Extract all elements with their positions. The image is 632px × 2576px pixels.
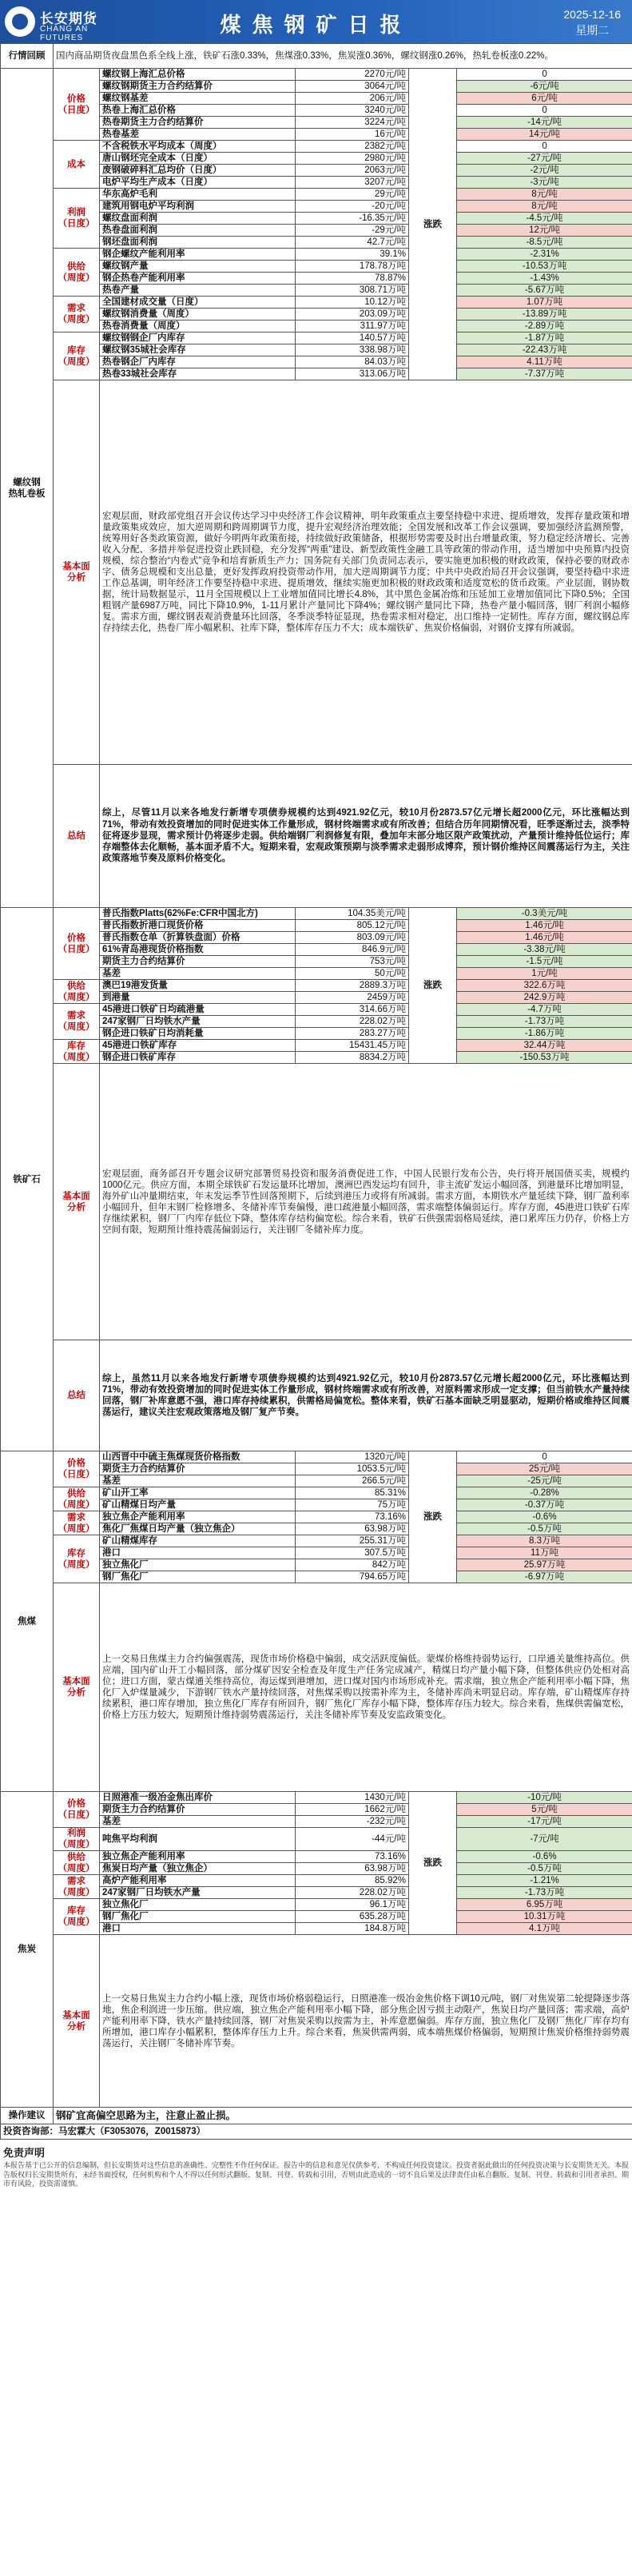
summary-label: 总结: [54, 1340, 100, 1451]
indicator-name: 45港进口铁矿日均疏港量: [100, 1004, 296, 1016]
category-label: 供给 （周度）: [54, 249, 100, 297]
indicator-name: 钢厂焦化厂: [100, 1911, 296, 1923]
indicator-value: 96.1万吨: [296, 1899, 409, 1911]
indicator-row: [1, 1851, 632, 1863]
category-label: 库存 （周度）: [54, 1535, 100, 1583]
indicator-value: 2382元/吨: [296, 141, 409, 153]
indicator-value: 314.66万吨: [296, 1004, 409, 1016]
judge-label: 涨跌: [409, 1451, 457, 1583]
category-label: 库存 （周度）: [54, 1040, 100, 1064]
indicator-change: -0.6%: [457, 1511, 632, 1523]
summary-text: 综上，尽管11月以来各地发行新增专项债券规模约达到4921.92亿元，较10月份2873.57亿元增长超2000亿元，环比涨幅达到71%，带动有效投资增加的同时促进实体工作量形成，钢材终端需求或有所改善；但结合历年同期情况看，旺季逐渐过去，淡季特征将逐步显现，需求预计仍将逐步走弱。供给端钢厂利润修复有限，叠加年末部分地区限产政策扰动，产量预计维持低位运行；库存端整体去化顺畅，基本面矛盾不大。短期来看，宏观政策预期与淡季需求走弱形成博弈，预计钢价维持区间震荡运行为主，关注政策落地节奏及原料价格变化。: [100, 765, 632, 908]
indicator-change: 8元/吨: [457, 189, 632, 201]
indicator-change: -150.53万吨: [457, 1052, 632, 1064]
indicator-change: -25元/吨: [457, 1475, 632, 1487]
category-label: 供给 （周度）: [54, 1851, 100, 1875]
indicator-value: 85.31%: [296, 1487, 409, 1499]
indicator-change: -1.43%: [457, 273, 632, 285]
indicator-value: 16元/吨: [296, 129, 409, 141]
indicator-change: 1.46元/吨: [457, 932, 632, 944]
indicator-change: 25.97万吨: [457, 1559, 632, 1571]
indicator-change: 0: [457, 69, 632, 81]
summary-row: [1, 765, 632, 908]
analysis-row: [1, 380, 632, 765]
indicator-name: 独立焦化厂: [100, 1899, 296, 1911]
indicator-value: 50元/吨: [296, 968, 409, 980]
indicator-value: 338.98万吨: [296, 344, 409, 356]
indicator-row: [1, 141, 632, 153]
indicator-value: -20元/吨: [296, 201, 409, 213]
indicator-name: 热卷期货主力合约结算价: [100, 117, 296, 129]
indicator-row: [1, 1535, 632, 1547]
category-label: 需求 （周度）: [54, 1004, 100, 1040]
indicator-change: 5元/吨: [457, 1804, 632, 1816]
indicator-row: [1, 1487, 632, 1499]
indicator-change: -2.31%: [457, 249, 632, 261]
indicator-value: -44元/吨: [296, 1828, 409, 1851]
indicator-value: 3224元/吨: [296, 117, 409, 129]
indicator-value: 2459万吨: [296, 992, 409, 1004]
indicator-value: 313.06万吨: [296, 368, 409, 380]
indicator-name: 到港量: [100, 992, 296, 1004]
indicator-change: 1.07万吨: [457, 297, 632, 309]
indicator-change: -1.87万吨: [457, 332, 632, 344]
category-label: 价格 （日度）: [54, 908, 100, 980]
indicator-name: 唐山钢坯完全成本（日度）: [100, 153, 296, 165]
indicator-change: -1.86万吨: [457, 1028, 632, 1040]
indicator-value: 104.35美元/吨: [296, 908, 409, 920]
indicator-name: 焦炭日均产量（独立焦企）: [100, 1863, 296, 1875]
indicator-change: -6.97万吨: [457, 1571, 632, 1583]
indicator-name: 热卷基差: [100, 129, 296, 141]
indicator-change: 11万吨: [457, 1547, 632, 1559]
indicator-name: 矿山开工率: [100, 1487, 296, 1499]
indicator-change: 242.9万吨: [457, 992, 632, 1004]
ore-section-label: 铁矿石: [1, 908, 54, 1451]
indicator-change: 8.3万吨: [457, 1535, 632, 1547]
indicator-value: 206元/吨: [296, 93, 409, 105]
indicator-change: -3元/吨: [457, 177, 632, 189]
review-label: 行情回顾: [1, 44, 54, 69]
indicator-value: 2980元/吨: [296, 153, 409, 165]
indicator-value: 203.09万吨: [296, 309, 409, 321]
weekday-text: 星期二: [575, 24, 610, 37]
analysis-row: [1, 1935, 632, 2108]
indicator-change: -1.73万吨: [457, 1887, 632, 1899]
indicator-value: 8834.2万吨: [296, 1052, 409, 1064]
indicator-change: 6.95万吨: [457, 1899, 632, 1911]
analyst-row: [1, 2124, 632, 2140]
indicator-name: 普氏指数Platts(62%Fe:CFR中国北方): [100, 908, 296, 920]
indicator-value: 1053.5元/吨: [296, 1463, 409, 1475]
indicator-value: 178.78万吨: [296, 261, 409, 273]
indicator-row: [1, 1828, 632, 1851]
analysis-text: 宏观层面，财政部党组召开会议传达学习中央经济工作会议精神，明年政策重点主要坚持稳中求进、提质增效，发挥存量政策和增量政策集成效应，加大逆周期和跨周期调节力度，提升宏观经济治理效能；全国发展和改革工作会议强调，要加强经济监测预警，统筹用好各类政策资源，做好今明两年政策衔接，持续做好政策储备，根据形势需要及时出台增量政策，努力稳定经济增长、完善收入分配、多措并举促进投资止跌回稳，充分发挥“两重”建设、新型政策性金融工具等政策的带动作用，适当增加中央预算内投资规模，综合整治“内卷式”竞争和培育新质生产力；国务院有关部门负责同志表示，要实施更加积极的财政政策，保持必要的财政赤字、债务总规模和支出总量，更好发挥政府投资带动作用，加大逆周期调节力度；中共中央政治局召开会议强调，要坚持稳中求进工作总基调，明年经济工作要坚持稳中求进、提质增效，继续实施更加积极的财政政策和适度宽松的货币政策。产业层面，钢协数据，统计局数据显示，11月全国规模以上工业增加值同比增长4.8%，其中黑色金属冶炼和压延加工业增加值同比下降0.5%；全国粗钢产量6987万吨，同比下降10.9%，1-11月累计产量同比下降4%；螺纹钢产量同比下降，热卷产量小幅回落，钢厂利润小幅修复。需求方面，螺纹钢表观消费量环比回落，冬季淡季特征显现，热卷需求相对稳定，出口维持一定韧性。库存方面，螺纹钢总库存持续去化，热卷厂库小幅累积、社库下降，整体库存压力不大；成本端铁矿、焦炭价格偏弱，对钢价支撑有所减弱。: [100, 380, 632, 765]
indicator-change: -0.37万吨: [457, 1499, 632, 1511]
indicator-change: -0.6%: [457, 1851, 632, 1863]
category-label: 价格 （日度）: [54, 1792, 100, 1828]
indicator-row: [1, 1511, 632, 1523]
indicator-change: -6元/吨: [457, 81, 632, 93]
indicator-change: 0: [457, 105, 632, 117]
analyst-cell: [1, 2124, 632, 2140]
indicator-change: -7.37万吨: [457, 368, 632, 380]
indicator-change: -1.21%: [457, 1875, 632, 1887]
analysis-label: 基本面 分析: [54, 1583, 100, 1792]
indicator-value: 10.12万吨: [296, 297, 409, 309]
indicator-change: -10元/吨: [457, 1792, 632, 1804]
indicator-name: 基差: [100, 1816, 296, 1828]
indicator-change: 1.46元/吨: [457, 920, 632, 932]
indicator-change: 8元/吨: [457, 201, 632, 213]
disclaimer-title: 免责声明: [3, 2147, 46, 2159]
indicator-name: 独立焦企产能利用率: [100, 1511, 296, 1523]
indicator-name: 吨焦平均利润: [100, 1828, 296, 1851]
indicator-name: 螺纹钢产量: [100, 261, 296, 273]
indicator-value: 140.57万吨: [296, 332, 409, 344]
indicator-value: 29元/吨: [296, 189, 409, 201]
category-label: 价格 （日度）: [54, 69, 100, 141]
indicator-change: -2.89万吨: [457, 321, 632, 332]
judge-label: 涨跌: [409, 908, 457, 1064]
indicator-change: -10.53万吨: [457, 261, 632, 273]
indicator-value: 73.16%: [296, 1511, 409, 1523]
indicator-name: 钢企进口铁矿库存: [100, 1052, 296, 1064]
indicator-value: 255.31万吨: [296, 1535, 409, 1547]
summary-text: 综上，虽然11月以来各地发行新增专项债券规模约达到4921.92亿元，较10月份2873.57亿元增长超2000亿元，环比涨幅达到71%，带动有效投资增加的同时促进实体工作量形成，钢材终端需求或有所改善，对原料需求形成一定支撑；但当前铁水产量持续回落，钢厂补库意愿不强，港口库存持续累积，供需格局偏宽松。整体来看，铁矿石基本面缺乏明显驱动，短期价格或维持区间震荡运行，建议关注宏观政策落地及钢厂复产节奏。: [100, 1340, 632, 1451]
report-date: [563, 6, 621, 38]
indicator-name: 螺纹钢上海汇总价格: [100, 69, 296, 81]
category-label: 供给 （周度）: [54, 1487, 100, 1511]
indicator-name: 247家钢厂日均铁水产量: [100, 1016, 296, 1028]
indicator-value: 266.5元/吨: [296, 1475, 409, 1487]
indicator-change: -8.5元/吨: [457, 237, 632, 249]
indicator-row: [1, 1451, 632, 1463]
indicator-value: 3207元/吨: [296, 177, 409, 189]
indicator-row: [1, 1875, 632, 1887]
indicator-value: 307.5万吨: [296, 1547, 409, 1559]
indicator-name: 螺纹钢基差: [100, 93, 296, 105]
indicator-value: 228.02万吨: [296, 1016, 409, 1028]
indicator-name: 全国建材成交量（日度）: [100, 297, 296, 309]
indicator-change: -1.5元/吨: [457, 956, 632, 968]
indicator-value: 2270元/吨: [296, 69, 409, 81]
indicator-change: 1元/吨: [457, 968, 632, 980]
indicator-name: 热卷消费量（周度）: [100, 321, 296, 332]
indicator-change: 322.6万吨: [457, 980, 632, 992]
indicator-value: 1662元/吨: [296, 1804, 409, 1816]
category-label: 需求 （周度）: [54, 1875, 100, 1899]
indicator-name: 不含税铁水平均成本（周度）: [100, 141, 296, 153]
review-row: [1, 44, 632, 69]
indicator-row: [1, 249, 632, 261]
indicator-value: 84.03万吨: [296, 356, 409, 368]
indicator-value: 803.09元/吨: [296, 932, 409, 944]
indicator-name: 热卷钢企厂内库存: [100, 356, 296, 368]
indicator-change: 25元/吨: [457, 1463, 632, 1475]
indicator-change: 10.31万吨: [457, 1911, 632, 1923]
indicator-value: -16.35元/吨: [296, 213, 409, 225]
steel-section-label: 螺纹钢 热轧卷板: [1, 69, 54, 908]
indicator-name: 61%青岛港现货价格指数: [100, 944, 296, 956]
indicator-row: [1, 69, 632, 81]
indicator-name: 螺纹钢期货主力合约结算价: [100, 81, 296, 93]
analysis-row: [1, 1583, 632, 1792]
indicator-name: 山西晋中中硫主焦煤现货价格指数: [100, 1451, 296, 1463]
indicator-value: 85.92%: [296, 1875, 409, 1887]
indicator-row: [1, 980, 632, 992]
indicator-name: 期货主力合约结算价: [100, 1804, 296, 1816]
indicator-name: 澳巴19港发货量: [100, 980, 296, 992]
indicator-name: 矿山精煤日均产量: [100, 1499, 296, 1511]
category-label: 需求 （周度）: [54, 1511, 100, 1535]
analysis-row: [1, 1064, 632, 1340]
analysis-text: 上一交易日焦炭主力合约小幅上涨，现货市场价格弱稳运行，日照港准一级冶金焦价格下调10元/吨，钢厂对焦炭第二轮提降逐步落地，焦企利润进一步压缩。供应端，独立焦企产能利用率小幅下降，部分焦企因亏损主动限产，焦炭日均产量回落；需求端，高炉产能利用率下降，铁水产量持续回落，钢厂对焦炭采购以按需为主，补库意愿偏弱。库存方面，独立焦化厂及钢厂焦化厂库存均有所增加，港口库存小幅累积，整体库存压力上升。综合来看，焦炭供需两弱，成本端焦煤价格偏弱，短期预计焦炭价格维持弱势震荡运行，关注钢厂冬储补库节奏。: [100, 1935, 632, 2108]
indicator-name: 螺纹钢钢企厂内库存: [100, 332, 296, 344]
review-text: 国内商品期货夜盘黑色系全线上涨，铁矿石涨0.33%，焦煤涨0.33%，焦炭涨0.36%，螺纹钢涨0.26%，热轧卷板涨0.22%。: [54, 44, 632, 69]
indicator-row: [1, 908, 632, 920]
analyst-label: 投资咨询部：: [3, 2127, 58, 2136]
indicator-change: -4.7万吨: [457, 1004, 632, 1016]
category-label: 价格 （日度）: [54, 1451, 100, 1487]
analysis-label: 基本面 分析: [54, 1935, 100, 2108]
indicator-change: 0: [457, 141, 632, 153]
indicator-change: -3.38元/吨: [457, 944, 632, 956]
indicator-change: -22.43万吨: [457, 344, 632, 356]
advice-text: 钢矿宜高偏空思路为主，注意止盈止损。: [54, 2108, 632, 2124]
category-label: 利润 （日度）: [54, 189, 100, 249]
indicator-name: 港口: [100, 1923, 296, 1935]
indicator-change: -0.3美元/吨: [457, 908, 632, 920]
indicator-change: 4.11万吨: [457, 356, 632, 368]
indicator-name: 热卷盘面利润: [100, 225, 296, 237]
indicator-value: 75万吨: [296, 1499, 409, 1511]
advice-label: 操作建议: [1, 2108, 54, 2124]
report-table: [0, 43, 632, 2140]
indicator-value: -29元/吨: [296, 225, 409, 237]
indicator-change: -5.67万吨: [457, 285, 632, 297]
indicator-name: 华东高炉毛利: [100, 189, 296, 201]
category-label: 库存 （周度）: [54, 332, 100, 380]
indicator-name: 普氏指数仓单（折算铁盘面）价格: [100, 932, 296, 944]
indicator-value: 63.98万吨: [296, 1863, 409, 1875]
indicator-change: -13.89万吨: [457, 309, 632, 321]
indicator-row: [1, 1899, 632, 1911]
analysis-text: 上一交易日焦煤主力合约偏强震荡，现货市场价格稳中偏弱，成交活跃度偏低。蒙煤价格维持弱势运行，口岸通关量维持高位。供应端，国内矿山开工小幅回落，部分煤矿因安全检查及年度生产任务完成减产，精煤日均产量小幅下降，但整体供应仍处相对高位；进口方面，蒙古煤通关维持高位，海运煤到港增加，进口煤对国内市场形成补充。需求端，独立焦企产能利用率小幅下降，焦化厂入炉煤量减少，下游钢厂铁水产量持续回落，对焦煤采购以按需补库为主，冬储补库尚未明显启动。库存端，矿山精煤库存持续累积，港口库存增加，独立焦化厂库存有所回升，钢厂焦化厂库存小幅下降，整体库存压力较大。综合来看，焦煤供需偏宽松，价格上方压力较大，短期预计维持弱势震荡运行，关注冬储补库节奏及安监政策变化。: [100, 1583, 632, 1792]
report-header: [0, 0, 632, 43]
indicator-value: -232元/吨: [296, 1816, 409, 1828]
analysis-text: 宏观层面，商务部召开专题会议研究部署贸易投资和服务消费促进工作，中国人民银行发布公告，央行将开展国债买卖，规模约1000亿元。供应方面，本期全球铁矿石发运量环比增加，澳洲巴西发运均有回升，非主流矿发运小幅回落，到港量环比增加明显，海外矿山冲量期结束，年末发运季节性回落预期下，后续到港压力或将有所减弱。需求方面，本期铁水产量延续下降，钢厂盈利率小幅回升，但年末钢厂检修增多、冬储补库节奏偏慢，港口疏港量小幅回落，需求端整体偏弱运行。库存方面，45港进口铁矿石库存继续累积，钢厂厂内库存低位下降，整体库存结构偏宽松。综合来看，铁矿石供强需弱格局延续，港口累库压力仍存，价格上方空间有限，短期预计维持震荡偏弱运行，关注钢厂冬储补库力度。: [100, 1064, 632, 1340]
indicator-value: 846.9元/吨: [296, 944, 409, 956]
indicator-value: 842万吨: [296, 1559, 409, 1571]
indicator-value: 42.7元/吨: [296, 237, 409, 249]
indicator-row: [1, 1040, 632, 1052]
indicator-value: 39.1%: [296, 249, 409, 261]
indicator-name: 螺纹钢35城社会库存: [100, 344, 296, 356]
indicator-row: [1, 1004, 632, 1016]
indicator-value: 228.02万吨: [296, 1887, 409, 1899]
indicator-change: 4.1万吨: [457, 1923, 632, 1935]
disclaimer-text: 本报告基于已公开的信息编制，但长安期货对这些信息的准确性、完整性不作任何保证。报告中的信息和意见仅供参考，不构成任何投资建议。投资者据此做出的任何投资决策与长安期货无关。本报告版权归长安期货所有，未经书面授权，任何机构和个人不得以任何形式翻版、复制、刊登、转载和引用，否则由此造成的一切不良后果及法律责任由私自翻版、复制、刊登、转载和引用者承担。期市有风险，投资需谨慎。: [3, 2161, 630, 2188]
indicator-value: 73.16%: [296, 1851, 409, 1863]
indicator-name: 矿山精煤库存: [100, 1535, 296, 1547]
indicator-change: 32.44万吨: [457, 1040, 632, 1052]
advice-row: [1, 2108, 632, 2124]
indicator-value: 753元/吨: [296, 956, 409, 968]
indicator-change: -27元/吨: [457, 153, 632, 165]
indicator-value: 78.87%: [296, 273, 409, 285]
indicator-change: -0.28%: [457, 1487, 632, 1499]
coke-section-label: 焦炭: [1, 1792, 54, 2108]
indicator-name: 期货主力合约结算价: [100, 1463, 296, 1475]
indicator-name: 钢企进口铁矿日均消耗量: [100, 1028, 296, 1040]
indicator-name: 钢厂焦化厂: [100, 1571, 296, 1583]
indicator-name: 钢企热卷产能利用率: [100, 273, 296, 285]
indicator-name: 热卷上海汇总价格: [100, 105, 296, 117]
category-label: 库存 （周度）: [54, 1899, 100, 1935]
indicator-value: 311.97万吨: [296, 321, 409, 332]
indicator-change: -4.5元/吨: [457, 213, 632, 225]
indicator-name: 焦化厂焦煤日均产量（独立焦企）: [100, 1523, 296, 1535]
indicator-name: 基差: [100, 1475, 296, 1487]
analysis-label: 基本面 分析: [54, 380, 100, 765]
analysis-label: 基本面 分析: [54, 1064, 100, 1340]
indicator-change: -14元/吨: [457, 117, 632, 129]
indicator-value: 2063元/吨: [296, 165, 409, 177]
indicator-name: 期货主力合约结算价: [100, 956, 296, 968]
summary-label: 总结: [54, 765, 100, 908]
indicator-change: 0: [457, 1451, 632, 1463]
indicator-row: [1, 189, 632, 201]
indicator-row: [1, 1792, 632, 1804]
category-label: 供给 （周度）: [54, 980, 100, 1004]
indicator-value: 635.28万吨: [296, 1911, 409, 1923]
indicator-change: 14元/吨: [457, 129, 632, 141]
indicator-name: 螺纹钢消费量（周度）: [100, 309, 296, 321]
indicator-value: 184.8万吨: [296, 1923, 409, 1935]
indicator-change: -17元/吨: [457, 1816, 632, 1828]
indicator-name: 钢坯盘面利润: [100, 237, 296, 249]
category-label: 利润 （周度）: [54, 1828, 100, 1851]
indicator-value: 63.98万吨: [296, 1523, 409, 1535]
category-label: 需求 （周度）: [54, 297, 100, 332]
indicator-name: 247家钢厂日均铁水产量: [100, 1887, 296, 1899]
indicator-name: 建筑用钢电炉平均利润: [100, 201, 296, 213]
indicator-name: 废钢破碎料汇总均价（日度）: [100, 165, 296, 177]
indicator-name: 基差: [100, 968, 296, 980]
indicator-value: 1430元/吨: [296, 1792, 409, 1804]
judge-label: 涨跌: [409, 1792, 457, 1935]
indicator-name: 电炉平均生产成本（日度）: [100, 177, 296, 189]
indicator-change: -7元/吨: [457, 1828, 632, 1851]
indicator-value: 805.12元/吨: [296, 920, 409, 932]
indicator-value: 283.27万吨: [296, 1028, 409, 1040]
indicator-name: 45港进口铁矿库存: [100, 1040, 296, 1052]
coal-section-label: 焦煤: [1, 1451, 54, 1792]
indicator-name: 高炉产能利用率: [100, 1875, 296, 1887]
indicator-change: -1.73万吨: [457, 1016, 632, 1028]
indicator-change: -0.5万吨: [457, 1523, 632, 1535]
indicator-name: 钢企螺纹产能利用率: [100, 249, 296, 261]
summary-row: [1, 1340, 632, 1451]
indicator-value: 15431.45万吨: [296, 1040, 409, 1052]
indicator-change: -2元/吨: [457, 165, 632, 177]
category-label: 成本: [54, 141, 100, 189]
indicator-value: 794.65万吨: [296, 1571, 409, 1583]
logo-en: CHANG AN FUTURES: [40, 25, 89, 42]
indicator-change: 6元/吨: [457, 93, 632, 105]
indicator-name: 螺纹盘面利润: [100, 213, 296, 225]
indicator-name: 独立焦企产能利用率: [100, 1851, 296, 1863]
report-title: 煤焦钢矿日报: [220, 13, 412, 37]
indicator-value: 2889.3万吨: [296, 980, 409, 992]
indicator-row: [1, 297, 632, 309]
indicator-name: 日照港准一级冶金焦出库价: [100, 1792, 296, 1804]
indicator-row: [1, 332, 632, 344]
indicator-value: 3240元/吨: [296, 105, 409, 117]
indicator-name: 独立焦化厂: [100, 1559, 296, 1571]
indicator-name: 港口: [100, 1547, 296, 1559]
indicator-change: 12元/吨: [457, 225, 632, 237]
date-text: 2025-12-16: [563, 8, 621, 21]
indicator-change: -0.5万吨: [457, 1863, 632, 1875]
indicator-value: 3064元/吨: [296, 81, 409, 93]
analyst-text: 马宏霖大（F3053076，Z0015873）: [58, 2127, 206, 2136]
judge-label: 涨跌: [409, 69, 457, 380]
indicator-name: 热卷33城社会库存: [100, 368, 296, 380]
indicator-name: 热卷产量: [100, 285, 296, 297]
indicator-value: 1320元/吨: [296, 1451, 409, 1463]
logo-cn: 长安期货: [40, 11, 97, 26]
indicator-name: 普氏指数折港口现货价格: [100, 920, 296, 932]
indicator-value: 308.71万吨: [296, 285, 409, 297]
